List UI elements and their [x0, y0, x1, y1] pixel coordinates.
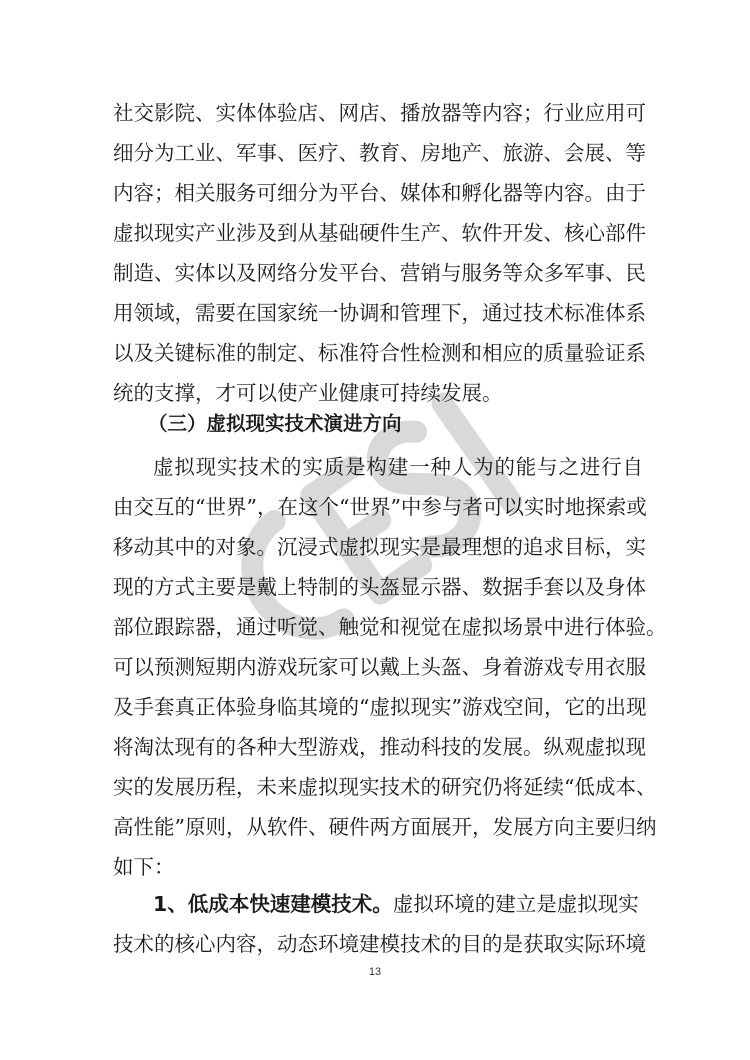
- section-heading: （三）虚拟现实技术演进方向: [148, 412, 402, 435]
- body-line: 虚拟现实产业涉及到从基础硬件生产、软件开发、核心部件: [113, 221, 646, 245]
- body-line: 制造、实体以及网络分发平台、营销与服务等众多军事、民: [113, 261, 646, 285]
- body-line: 实的发展历程，未来虚拟现实技术的研究仍将延续“低成本、: [113, 775, 657, 799]
- page-number: 13: [368, 966, 382, 978]
- numbered-item-line: [153, 884, 643, 924]
- body-line: 技术的核心内容，动态环境建模技术的目的是获取实际环境: [113, 932, 646, 956]
- body-line: 高性能”原则，从软件、硬件两方面展开，发展方向主要归纳: [113, 815, 657, 839]
- body-line: 用领域，需要在国家统一协调和管理下，通过技术标准体系: [113, 301, 646, 325]
- body-line: 以及关键标准的制定、标准符合性检测和相应的质量验证系: [113, 341, 646, 365]
- paragraph-first-line: 虚拟现实技术的实质是构建一种人为的能与之进行自: [153, 455, 643, 479]
- numbered-item-title: 1、低成本快速建模技术。: [153, 892, 393, 916]
- body-line: 移动其中的对象。沉浸式虚拟现实是最理想的追求目标，实: [113, 535, 646, 559]
- body-line: 细分为工业、军事、医疗、教育、房地产、旅游、会展、等: [113, 141, 646, 165]
- body-line: 社交影院、实体体验店、网店、播放器等内容；行业应用可: [113, 101, 646, 125]
- body-line: 如下：: [113, 855, 175, 879]
- numbered-item-text: 虚拟环境的建立是虚拟现实: [392, 892, 639, 916]
- body-line: 及手套真正体验身临其境的“虚拟现实”游戏空间，它的出现: [113, 695, 647, 719]
- body-line: 可以预测短期内游戏玩家可以戴上头盔、身着游戏专用衣服: [113, 655, 646, 679]
- body-line: 现的方式主要是戴上特制的头盔显示器、数据手套以及身体: [113, 575, 646, 599]
- body-line: 内容；相关服务可细分为平台、媒体和孵化器等内容。由于: [113, 181, 646, 205]
- body-line: 由交互的“世界”，在这个“世界”中参与者可以实时地探索或: [113, 495, 647, 519]
- body-line: 部位跟踪器，通过听觉、触觉和视觉在虚拟场景中进行体验。: [113, 615, 667, 639]
- body-line: 将淘汰现有的各种大型游戏，推动科技的发展。纵观虚拟现: [113, 735, 646, 759]
- body-line: 统的支撑，才可以使产业健康可持续发展。: [113, 381, 503, 405]
